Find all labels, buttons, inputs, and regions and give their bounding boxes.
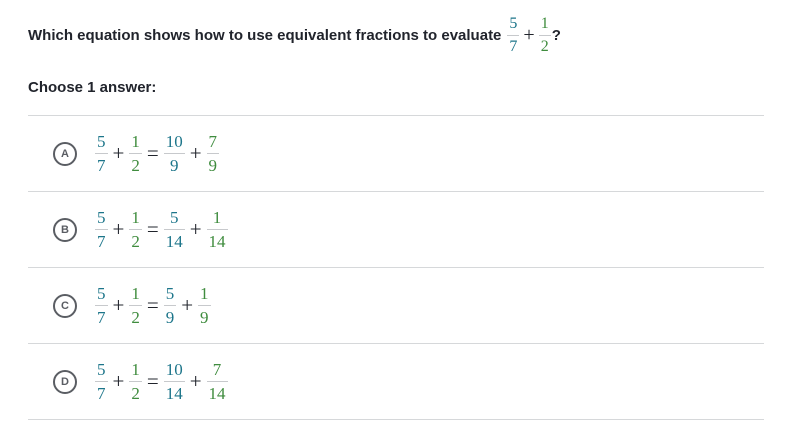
plus-sign: + [112,293,125,317]
fraction [95,133,108,174]
numerator: 1 [212,208,222,227]
plus-sign: + [189,369,202,393]
numerator: 1 [131,360,140,379]
plus-sign: + [181,293,194,317]
numerator: 10 [165,132,183,151]
divider [28,419,764,420]
plus-sign: + [112,217,125,241]
question-mark: ? [551,26,561,44]
fraction [129,361,142,402]
fraction [95,209,108,250]
denominator: 14 [208,232,226,251]
numerator: 7 [212,360,222,379]
plus-sign: + [189,141,202,165]
fraction [164,361,185,402]
fraction [164,209,185,250]
plus-sign: + [523,23,535,46]
plus-sign: + [189,217,202,241]
fraction [129,285,142,326]
fraction [198,285,211,326]
question-fraction-2 [539,16,551,55]
question-fraction-1 [507,16,519,55]
denominator: 9 [208,156,218,175]
choice-c-equation [95,285,211,326]
numerator: 5 [97,208,106,227]
numerator: 1 [200,284,209,303]
numerator: 1 [131,284,140,303]
choice-letter-a-radio[interactable]: A [53,142,77,166]
choice-letter-b-radio[interactable]: B [53,218,77,242]
choice-letter-c-radio[interactable]: C [53,294,77,318]
fraction [129,133,142,174]
fraction [164,285,177,326]
plus-sign: + [112,369,125,393]
fraction [207,209,228,250]
question [28,12,561,58]
fraction [129,209,142,250]
denominator: 7 [97,232,106,251]
choice-letter-d-radio[interactable]: D [53,370,77,394]
choice-a-equation [95,133,219,174]
numerator: 5 [169,208,179,227]
plus-sign: + [112,141,125,165]
equals-sign: = [146,293,159,317]
denominator: 2 [540,37,549,55]
choice-c[interactable] [28,268,764,343]
numerator: 1 [131,132,140,151]
numerator: 5 [97,284,106,303]
choice-b-equation [95,209,228,250]
equals-sign: = [146,217,159,241]
fraction [95,285,108,326]
denominator: 9 [165,308,175,327]
fraction [207,361,228,402]
equals-sign: = [146,369,159,393]
numerator: 5 [97,360,106,379]
choose-prompt: Choose 1 answer: [28,79,157,96]
denominator: 9 [200,308,209,327]
numerator: 1 [540,14,549,32]
denominator: 9 [169,156,179,175]
numerator: 10 [165,360,183,379]
denominator: 2 [131,384,140,403]
choice-a[interactable] [28,116,764,191]
denominator: 7 [97,156,106,175]
denominator: 14 [165,232,183,251]
equals-sign: = [146,141,159,165]
numerator: 1 [131,208,140,227]
numerator: 7 [208,132,218,151]
fraction [95,361,108,402]
denominator: 7 [97,308,106,327]
denominator: 7 [97,384,106,403]
numerator: 5 [165,284,175,303]
numerator: 5 [97,132,106,151]
choice-b[interactable] [28,192,764,267]
denominator: 14 [165,384,183,403]
choice-d[interactable] [28,344,764,419]
denominator: 14 [208,384,226,403]
denominator: 2 [131,232,140,251]
question-text: Which equation shows how to use equivalent fractions to evaluate [28,26,502,44]
choice-d-equation [95,361,228,402]
denominator: 7 [509,37,518,55]
denominator: 2 [131,156,140,175]
fraction [207,133,220,174]
numerator: 5 [509,14,518,32]
fraction [164,133,185,174]
answer-choices [28,115,764,420]
denominator: 2 [131,308,140,327]
